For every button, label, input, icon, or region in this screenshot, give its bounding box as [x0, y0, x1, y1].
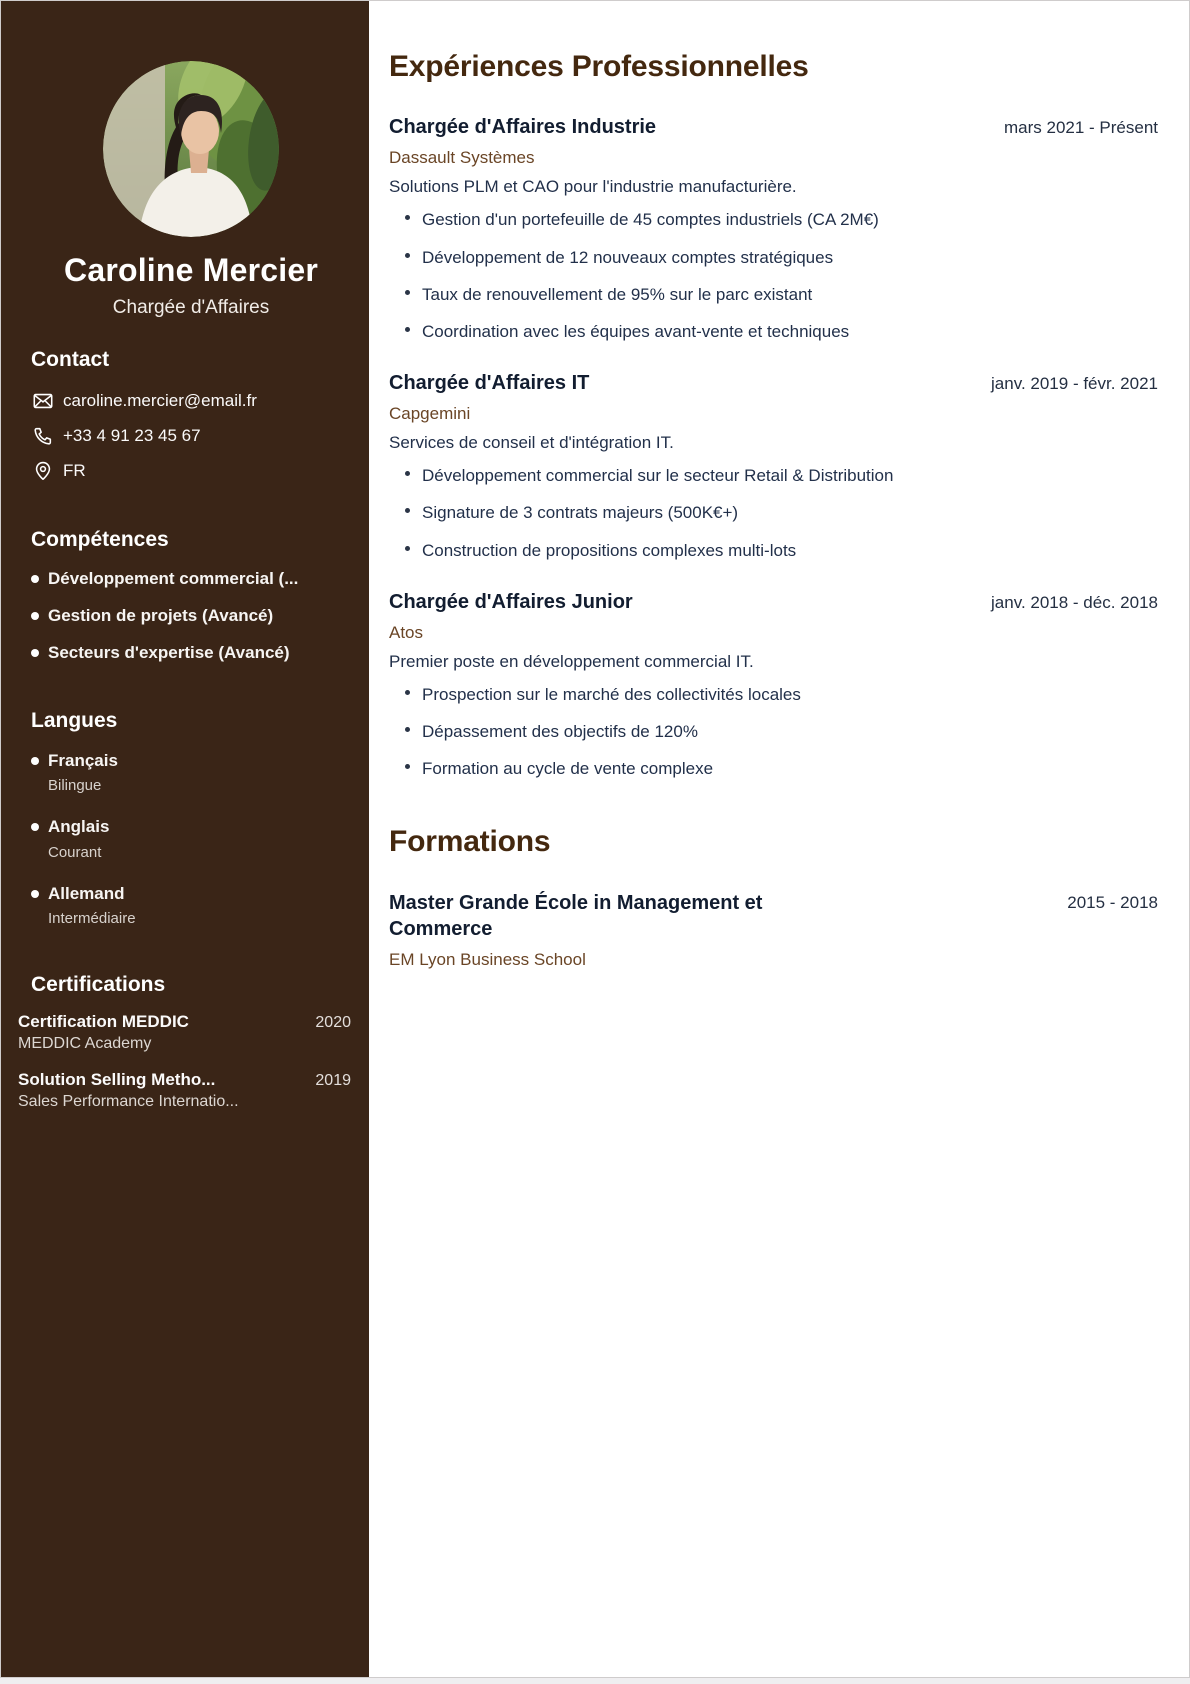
job-summary: Premier poste en développement commercial IT. [389, 652, 754, 672]
job-bullet: Développement commercial sur le secteur Retail & Distribution [389, 465, 1158, 487]
contact-section [31, 347, 351, 483]
education-dates: 2015 - 2018 [1067, 893, 1158, 913]
skills-heading: Compétences [31, 528, 169, 552]
job-bullet: Dépassement des objectifs de 120% [389, 721, 1158, 743]
job-company: Dassault Systèmes [389, 148, 535, 167]
contact-email: caroline.mercier@email.fr [63, 391, 257, 411]
education-section-heading: Formations [389, 825, 551, 859]
job-entry [389, 371, 1158, 562]
job-title: Chargée d'Affaires IT [389, 371, 590, 394]
skill-item: Développement commercial (... [31, 569, 351, 589]
job-dates: mars 2021 - Présent [1003, 118, 1158, 137]
certification-item [18, 1070, 351, 1111]
certification-item [18, 1012, 351, 1053]
language-name: Anglais [48, 817, 110, 837]
job-dates: janv. 2018 - déc. 2018 [991, 592, 1158, 612]
avatar [103, 61, 279, 237]
certification-year: 2020 [315, 1014, 351, 1032]
main-content [369, 1, 1189, 1677]
education-school: EM Lyon Business School [389, 950, 586, 970]
languages-section [31, 708, 351, 928]
education-degree: Master Grande École in Management et Commerce [389, 892, 763, 941]
job-bullet: Formation au cycle de vente complexe [389, 758, 1158, 780]
certification-year: 2019 [315, 1072, 351, 1090]
job-dates: janv. 2019 - févr. 2021 [991, 373, 1158, 393]
phone-icon [31, 424, 55, 448]
certifications-heading: Certifications [31, 973, 166, 997]
job-title: Chargée d'Affaires Junior [389, 590, 633, 613]
certifications-section [18, 972, 351, 1111]
certification-name: Solution Selling Metho... [18, 1070, 216, 1090]
certification-issuer: Sales Performance Internatio... [18, 1093, 239, 1111]
education-entry [389, 890, 1158, 970]
profile-photo [103, 61, 279, 237]
job-bullet: Signature de 3 contrats majeurs (500K€+) [389, 502, 1158, 524]
job-bullet: Construction de propositions complexes multi-lots [389, 540, 1158, 562]
job-summary: Solutions PLM et CAO pour l'industrie manufacturière. [389, 177, 797, 197]
person-title: Chargée d'Affaires [112, 297, 270, 319]
contact-location-row [31, 459, 351, 483]
job-bullet: Développement de 12 nouveaux comptes stratégiques [389, 247, 1158, 269]
skill-item: Gestion de projets (Avancé) [31, 606, 351, 626]
certification-issuer: MEDDIC Academy [18, 1035, 152, 1053]
job-entry [389, 115, 1158, 343]
language-level: Bilingue [48, 777, 102, 795]
sidebar [1, 1, 369, 1677]
job-bullet: Prospection sur le marché des collectivités locales [389, 684, 1158, 706]
language-name: Allemand [48, 883, 125, 903]
job-entry [389, 590, 1158, 781]
contact-phone: +33 4 91 23 45 67 [63, 426, 201, 446]
languages-heading: Langues [31, 708, 118, 732]
person-name: Caroline Mercier [64, 252, 318, 288]
language-level: Intermédiaire [48, 910, 136, 928]
certification-name: Certification MEDDIC [18, 1012, 189, 1032]
language-name: Français [48, 750, 118, 770]
language-item [31, 884, 351, 928]
job-bullet: Taux de renouvellement de 95% sur le parc existant [389, 284, 1158, 306]
job-bullet: Gestion d'un portefeuille de 45 comptes industriels (CA 2M€) [389, 209, 1158, 231]
contact-email-row [31, 389, 351, 413]
contact-location: FR [63, 461, 86, 481]
contact-heading: Contact [31, 348, 110, 372]
job-summary: Services de conseil et d'intégration IT. [389, 433, 674, 453]
contact-phone-row [31, 424, 351, 448]
language-item [31, 751, 351, 795]
language-item [31, 817, 351, 861]
experience-section-heading: Expériences Professionnelles [389, 50, 809, 83]
envelope-icon [31, 389, 55, 413]
skill-item: Secteurs d'expertise (Avancé) [31, 643, 351, 663]
skills-section [31, 527, 351, 663]
job-title: Chargée d'Affaires Industrie [389, 116, 657, 138]
job-company: Capgemini [389, 403, 471, 423]
job-bullet: Coordination avec les équipes avant-vente et techniques [389, 321, 1158, 343]
job-company: Atos [389, 622, 424, 642]
language-level: Courant [48, 843, 102, 861]
location-pin-icon [31, 459, 55, 483]
